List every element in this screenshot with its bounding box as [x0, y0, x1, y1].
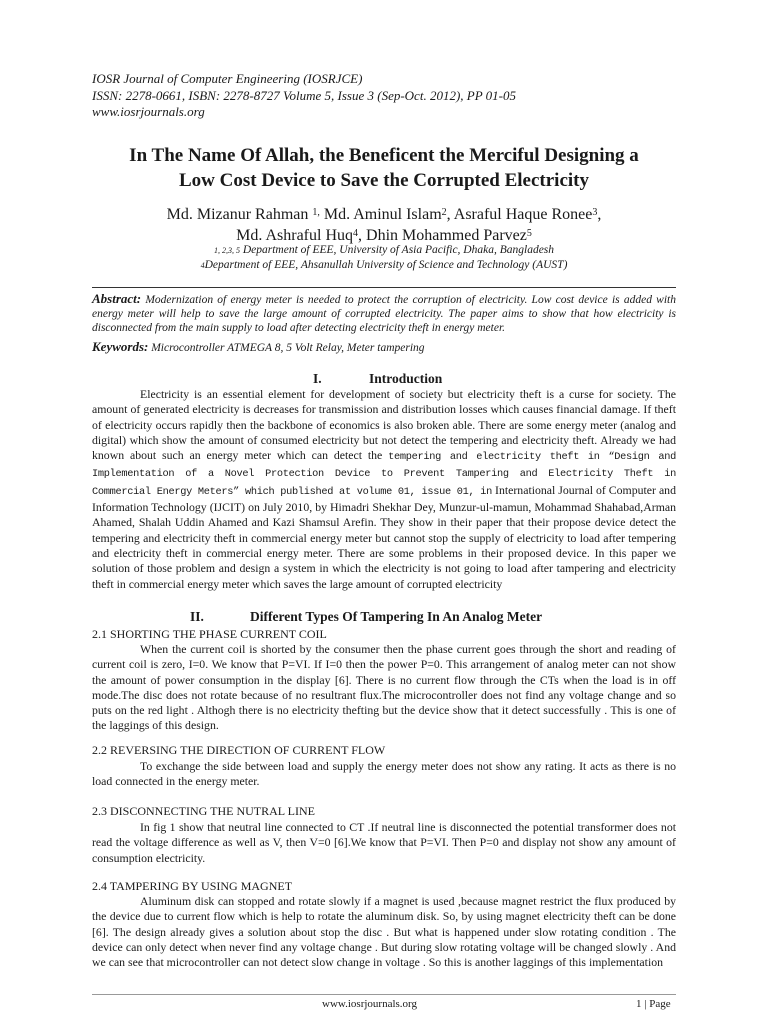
author-superscript: 5: [526, 228, 532, 239]
subsection-2-3-title: 2.3 DISCONNECTING THE NUTRAL LINE: [92, 804, 315, 818]
paragraph-text: Electricity is an essential element for development of society but electricity theft is a curse for society. The amount of generated electricity is decreases for transmission and distribution losses which causes financial damage. If theft of electricity occurs rapidly then the backbone of economics is also broken able. There are some energy meter (analog and digital) which show the amount of consumed electricity but not detect the tempering and electricity theft. Already we had known about such an energy meter which can detect the: [92, 387, 676, 463]
author-name: Md. Mizanur Rahman: [166, 206, 309, 223]
journal-issn: ISSN: 2278-0661, ISBN: 2278-8727 Volume 5, Issue 3 (Sep-Oct. 2012), PP 01-05: [92, 87, 516, 103]
journal-header: [92, 71, 692, 121]
affiliation-superscript: 4: [200, 261, 205, 270]
section-1-number: I.: [313, 371, 322, 386]
paragraph-citation-text: tempering and electricity theft in “Design and Implementation of a Novel Protection Device to Prevent Tampering and Electricity Theft in Commercial Energy Meters” which published at volume 01, issue 01, in: [92, 451, 676, 498]
paragraph-text: International Journal of Computer and Information Technology (IJCIT) on July 2010, by Himadri Shekhar Dey, Munzur-ul-mamun, Mohammad Shahabad,Arman Ahamed, Shalah Uddin Ahamed and Kazi Shamsul Arefin. They show in their paper that their propose device detect the tempering and electricity theft in commercial energy meter but cannot stop the supply of electricity to load after tempering and electricity theft in commercial energy meter. There are some problems in their proposed device. In this paper we solution of those problem and design a system in which the electricity is not going to load after tampering and electricity theft in commercial energy meter which saves the large amount of corrupted electricity: [92, 482, 676, 591]
section-2-number: II.: [190, 609, 204, 624]
paragraph: [92, 387, 676, 592]
paragraph: Aluminum disk can stopped and rotate slowly if a magnet is used ,because magnet restrict the flux produced by the device due to current flow which is help to rotate the aluminum disk. So, by using magnet electricity theft can be done [6]. The design already gives a solution about stop the disc . But what is happened under slow rotating condition . The device can only detect when never find any voltage change . But during slow rotating voltage will be changed slowly . And we can see that microcontroller can not detect slow change in voltage . So this is another laggings of this implementation: [92, 894, 676, 970]
keywords: [92, 339, 676, 356]
paragraph: In fig 1 show that neutral line connected to CT .If neutral line is disconnected the potential transformer does not read the voltage difference as well as V, then V=0 [6].We know that P=VI. Then P=0 and display not show any amount of consumption electricity.: [92, 820, 676, 865]
abstract: [92, 292, 676, 336]
subsection-2-4-body: [92, 894, 676, 970]
author-superscript: 2: [441, 207, 447, 218]
abstract-text: Modernization of energy meter is needed to protect the corruption of electricity. Low cost device is added with energy meter will help to save the large amount of corrupted electricity. The paper aims to show that how electricity is disconnected from the main supply to load after detecting electricity theft in energy meter.: [92, 294, 676, 335]
paragraph: To exchange the side between load and supply the energy meter does not show any rating. It acts as there is no load connected in the energy meter.: [92, 759, 676, 789]
affiliation-text: Department of EEE, University of Asia Pacific, Dhaka, Bangladesh: [239, 244, 555, 256]
abstract-divider: [92, 287, 676, 288]
footer-url: www.iosrjournals.org: [322, 998, 418, 1010]
title-line-2: Low Cost Device to Save the Corrupted Electricity: [179, 170, 589, 191]
footer-divider: [92, 994, 676, 995]
keywords-text: Microcontroller ATMEGA 8, 5 Volt Relay, Meter tampering: [148, 342, 425, 354]
subsection-2-1-body: [92, 642, 676, 734]
title-line-1: In The Name Of Allah, the Beneficent the Merciful Designing a: [129, 145, 639, 166]
section-1-title: Introduction: [369, 371, 443, 386]
subsection-2-2-title: 2.2 REVERSING THE DIRECTION OF CURRENT FLOW: [92, 743, 386, 757]
author-separator: ,: [597, 206, 602, 223]
author-name: Md. Aminul Islam: [319, 206, 442, 223]
subsection-2-2-body: [92, 759, 676, 790]
author-name: Md. Ashraful Huq: [236, 227, 354, 244]
keywords-label: Keywords:: [92, 339, 149, 354]
affiliation-superscript: 1, 2,3, 5: [213, 246, 240, 255]
journal-name: IOSR Journal of Computer Engineering (IOSRJCE): [92, 71, 363, 86]
author-superscript: 3: [592, 207, 598, 218]
author-superscript: 4: [353, 228, 359, 239]
section-2-title: Different Types Of Tampering In An Analog Meter: [250, 609, 543, 624]
author-name: , Dhin Mohammed Parvez: [358, 227, 527, 244]
subsection-2-1-title: 2.1 SHORTING THE PHASE CURRENT COIL: [92, 627, 327, 641]
paragraph: When the current coil is shorted by the consumer then the phase current goes through the short and reading of current coil is zero, I=0. We know that P=VI. If I=0 then the power P=0. This arrangement of analog meter can not show the amount of power consumption in the display [6]. There is no current flow through the CTs when the load is in off mode.The disc does not rotate because of no resultrant flux.The microcontroller does not find any voltage change and so puts on the red light . Althogh there is no electricity thefting but the device show that it detect successfully . This is one of the laggings of this design.: [92, 642, 676, 733]
subsection-2-3-body: [92, 820, 676, 866]
abstract-label: Abstract:: [92, 291, 142, 306]
author-superscript: 1,: [312, 207, 320, 218]
affiliation-text: Department of EEE, Ahsanullah University of Science and Technology (AUST): [204, 259, 568, 271]
page-number: 1 | Page: [636, 998, 671, 1010]
author-list: [60, 204, 708, 246]
author-name: , Asraful Haque Ronee: [446, 206, 593, 223]
subsection-2-4-title: 2.4 TAMPERING BY USING MAGNET: [92, 879, 293, 893]
affiliations: [60, 243, 708, 273]
paper-title: [60, 143, 708, 193]
journal-url: www.iosrjournals.org: [92, 104, 205, 119]
section-1-body: [92, 387, 676, 592]
